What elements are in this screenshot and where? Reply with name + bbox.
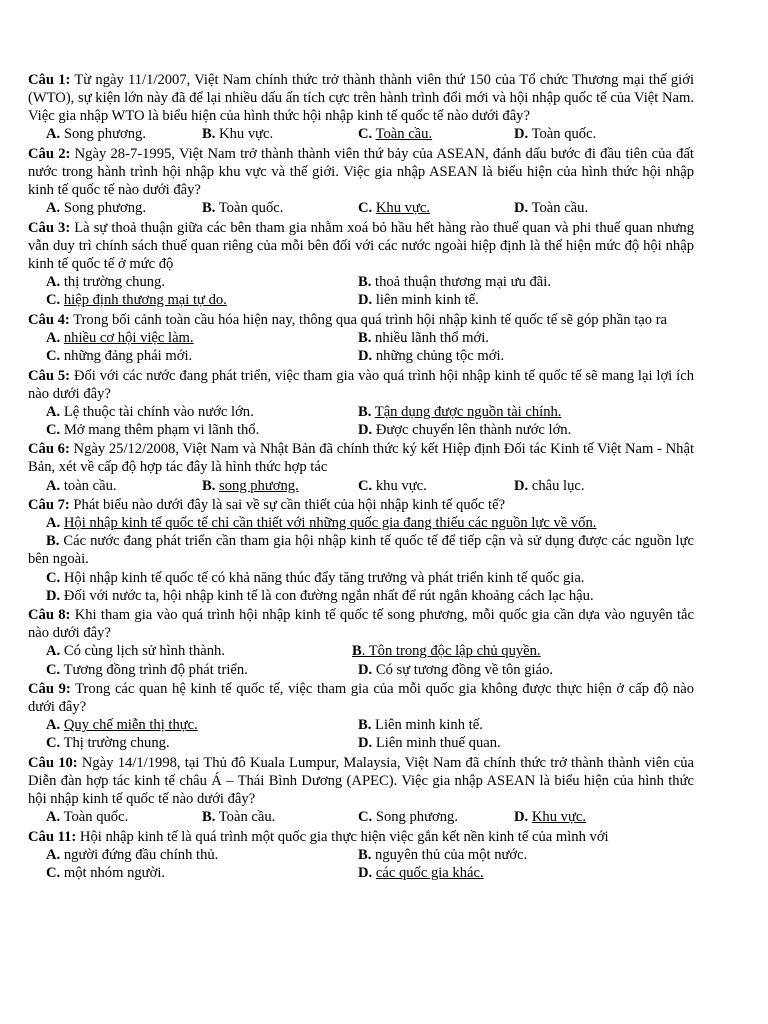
option-letter: C. [358,809,373,826]
option-a[interactable] [46,808,202,826]
option-b[interactable] [358,716,670,734]
option-text: Đối với nước ta, hội nhập kinh tế là con đường ngắn nhất để rút ngắn khoảng cách lạc hậu. [60,587,594,604]
option-text: Mở mang thêm phạm vi lãnh thổ. [60,421,260,438]
option-c[interactable] [46,864,358,882]
question-number: Câu 1: [28,72,71,88]
option-letter: B. [202,809,216,826]
options-row [28,329,694,347]
option-c[interactable] [46,734,358,752]
option-text: Toàn quốc. [215,200,284,217]
option-text: Liên minh thuế quan. [372,735,501,752]
option-letter: C. [358,126,373,143]
option-letter: B. [46,533,60,550]
question-text [28,496,694,514]
exam-page [28,71,694,884]
options-row [28,734,694,752]
option-text: Liên minh kinh tế. [371,717,483,734]
option-text: Toàn quốc. [528,126,597,143]
option-letter: D. [358,292,373,309]
option-text: Song phương. [60,126,146,143]
question-text [28,311,694,329]
question-stem: Từ ngày 11/1/2007, Việt Nam chính thức trở thành thành viên thứ 150 của Tổ chức Thương mại thế giới (WTO), sự kiện lớn này đã để lại nhiều dấu ấn tích cực trên hành trình đổi mới và hội nhập quốc tế của Việt Nam. Việc gia nhập WTO là biểu hiện của hình thức hội nhập kinh tế quốc tế nào dưới đây? [28,72,694,125]
question-text [28,367,694,403]
option-d[interactable] [358,291,670,309]
option-c[interactable] [358,199,514,217]
option-a[interactable] [46,846,358,864]
option-a[interactable] [46,716,358,734]
option-letter: B. [358,846,372,863]
option-text-answer: Khu vực. [375,200,430,217]
question-number: Câu 7: [28,497,70,514]
option-b[interactable] [352,642,664,660]
option-text-answer: các quốc gia khác. [375,865,484,882]
option-b[interactable] [202,199,358,217]
option-letter: B. [358,403,372,420]
options-row [28,199,694,217]
option-letter: D. [358,421,373,438]
option-b[interactable] [358,846,670,864]
question-stem: Khi tham gia vào quá trình hội nhập kinh tế quốc tế song phương, mỗi quốc gia cần dựa vào nguyên tắc nào dưới đây? [28,607,694,642]
option-a[interactable] [46,642,358,660]
options-row [28,403,694,421]
question-2 [28,145,694,217]
options-row [28,477,694,495]
option-text: khu vực. [372,477,427,494]
question-stem: Hội nhập kinh tế là quá trình một quốc gia thực hiện việc gắn kết nền kinh tế của mình với [76,828,609,845]
option-c[interactable] [28,569,694,587]
option-letter: A. [46,477,61,494]
option-text: châu lục. [528,477,585,494]
options-row [28,808,694,826]
option-text: Được chuyển lên thành nước lớn. [372,421,572,438]
option-letter: D. [514,200,529,217]
option-text: Có sự tương đồng về tôn giáo. [372,661,554,678]
option-letter: A. [46,643,61,660]
question-10 [28,754,694,826]
option-text: Hội nhập kinh tế quốc tế có khả năng thúc đẩy tăng trưởng và phát triển kinh tế quốc gia. [60,569,585,586]
option-letter: A. [46,200,61,217]
option-letter: C. [358,477,373,494]
options-row [28,864,694,882]
option-letter: C. [46,292,61,309]
option-text: liên minh kinh tế. [372,292,479,309]
question-5 [28,367,694,439]
question-stem: Ngày 25/12/2008, Việt Nam và Nhật Bản đã chính thức ký kết Hiệp định Đối tác Kinh tế Việt Nam - Nhật Bản, xét về cấp độ hợp tác đây là hình thức hợp tác [28,441,694,476]
option-d[interactable] [358,864,670,882]
option-a[interactable] [46,477,202,495]
question-text [28,754,694,808]
option-text: Các nước đang phát triển cần tham gia hội nhập kinh tế quốc tế để tiếp cận và sử dụng được các nguồn lực bên ngoài. [28,533,694,568]
options-row [28,661,694,679]
option-a[interactable] [46,273,358,291]
question-7 [28,496,694,605]
option-b[interactable] [28,532,694,568]
option-b[interactable] [202,808,358,826]
option-b[interactable] [358,329,670,347]
option-text: nguyên thủ của một nước. [371,846,528,863]
options-row [28,291,694,309]
option-letter: D. [358,735,373,752]
option-c[interactable] [358,125,514,143]
option-letter: A. [46,126,61,143]
option-b[interactable] [202,125,358,143]
option-b[interactable] [358,273,670,291]
option-letter: C. [46,865,61,882]
option-text-answer: nhiều cơ hội việc làm. [63,329,194,346]
question-text [28,219,694,273]
option-c[interactable] [358,477,514,495]
option-letter: D. [514,809,529,826]
question-3 [28,219,694,309]
option-text: Toàn quốc. [60,809,129,826]
options-row [28,642,694,660]
options-row [28,273,694,291]
option-text: Lệ thuộc tài chính vào nước lớn. [60,403,254,420]
option-text: thị trường chung. [60,274,166,291]
option-text-answer: song phương. [219,477,299,494]
option-letter: B. [202,477,216,494]
option-text: Thị trường chung. [60,735,170,752]
option-text: Toàn cầu. [215,809,276,826]
option-letter: C. [46,421,61,438]
option-text: Khu vực. [215,126,274,143]
question-number: Câu 8: [28,607,71,624]
option-text-answer: Quy chế miễn thị thực. [63,717,198,734]
option-text: Song phương. [60,200,146,217]
option-letter: D. [46,587,61,604]
option-letter: A. [46,515,61,532]
question-6 [28,440,694,494]
option-text-answer: Hội nhập kinh tế quốc tế chỉ cần thiết với những quốc gia đang thiếu các nguồn lực về vốn. [63,515,597,532]
option-text-answer: Khu vực. [531,809,586,826]
option-text-answer: . Tôn trong độc lập chủ quyền. [361,643,541,660]
question-1 [28,71,694,143]
option-letter: A. [46,809,61,826]
option-letter: C. [46,569,61,586]
question-text [28,71,694,125]
question-stem: Là sự thoả thuận giữa các bên tham gia nhằm xoá bỏ hầu hết hàng rào thuế quan và phi thuế quan nhưng vẫn duy trì chính sách thuế quan riêng của mỗi bên đối với các nước ngoài hiệp định là thể hiện mức độ hội nhập kinh tế quốc tế ở mức độ [28,219,694,272]
question-4 [28,311,694,365]
option-letter: B [352,643,362,660]
question-number: Câu 3: [28,219,71,236]
question-text [28,828,694,846]
question-stem: Ngày 28-7-1995, Việt Nam trở thành thành viên thứ bảy của ASEAN, đánh dấu bước đi đầu tiên của đất nước trong hành trình hội nhập khu vực và thế giới. Việc gia nhập ASEAN là biểu hiện của hình thức hội nhập kinh tế quốc tế nào dưới đây? [28,145,694,199]
option-letter: A. [46,717,61,734]
option-d[interactable] [514,477,670,495]
option-a[interactable] [46,403,358,421]
option-text: những đảng phái mới. [60,347,193,364]
options-row [28,846,694,864]
option-c[interactable] [46,347,358,365]
option-letter: C. [46,661,61,678]
option-letter: B. [358,274,372,291]
question-text [28,145,694,199]
option-letter: A. [46,403,61,420]
option-letter: B. [358,717,372,734]
option-letter: B. [358,329,372,346]
options-row [28,125,694,143]
option-text-answer: Tận dụng được nguồn tài chính. [374,403,562,420]
option-letter: B. [202,200,216,217]
question-number: Câu 6: [28,441,70,458]
option-c[interactable] [46,291,358,309]
question-number: Câu 10: [28,754,78,771]
option-text: Song phương. [372,809,458,826]
question-text [28,440,694,476]
question-number: Câu 5: [28,367,71,384]
options-row [28,421,694,439]
question-text [28,680,694,716]
option-a[interactable] [46,199,202,217]
option-d[interactable] [358,421,670,439]
option-letter: D. [514,477,529,494]
option-text-answer: Toàn cầu. [375,126,433,143]
option-d[interactable] [358,347,670,365]
question-number: Câu 2: [28,145,71,162]
question-number: Câu 9: [28,681,71,698]
question-text [28,606,694,642]
option-text: một nhóm người. [60,865,166,882]
option-letter: C. [358,200,373,217]
option-text: những chủng tộc mới. [372,347,505,364]
question-stem: Trong bối cảnh toàn cầu hóa hiện nay, thông qua quá trình hội nhập kinh tế quốc tế sẽ góp phần tạo ra [69,311,668,328]
option-d[interactable] [358,734,670,752]
option-c[interactable] [46,421,358,439]
option-text-answer: hiệp định thương mại tự do. [63,292,227,309]
option-c[interactable] [46,661,358,679]
option-letter: D. [358,347,373,364]
options-row [28,347,694,365]
option-d[interactable] [358,661,670,679]
option-text: thoả thuận thương mại ưu đãi. [371,274,551,291]
option-a[interactable] [46,329,358,347]
option-letter: D. [358,661,373,678]
option-text: người đứng đầu chính thủ. [60,846,219,863]
question-9 [28,680,694,752]
option-a[interactable] [46,125,202,143]
option-d[interactable] [514,199,670,217]
option-text: toàn cầu. [60,477,117,494]
option-text: Toàn cầu. [528,200,589,217]
option-letter: A. [46,846,61,863]
option-letter: A. [46,274,61,291]
options-row [28,716,694,734]
question-stem: Ngày 14/1/1998, tại Thủ đô Kuala Lumpur, Malaysia, Việt Nam đã chính thức trở thành thành viên của Diễn đàn hợp tác kinh tế châu Á – Thái Bình Dương (APEC). Việc gia nhập ASEAN là biểu hiện của hình thức hội nhập kinh tế quốc tế nào dưới đây? [28,754,694,808]
option-letter: C. [46,347,61,364]
option-text: Tương đồng trình độ phát triển. [60,661,248,678]
question-number: Câu 11: [28,828,77,845]
question-number: Câu 4: [28,311,70,328]
option-letter: B. [202,126,216,143]
option-b[interactable] [202,477,358,495]
option-d[interactable] [28,587,694,605]
option-d[interactable] [514,125,670,143]
option-letter: D. [358,865,373,882]
option-a[interactable] [28,514,694,532]
option-letter: D. [514,126,529,143]
option-b[interactable] [358,403,670,421]
option-d[interactable] [514,808,670,826]
option-text: Có cùng lịch sử hình thành. [60,643,225,660]
option-letter: C. [46,735,61,752]
question-8 [28,606,694,678]
question-11 [28,828,694,882]
option-text: nhiều lãnh thổ mới. [371,329,489,346]
option-c[interactable] [358,808,514,826]
question-stem: Đối với các nước đang phát triển, việc tham gia vào quá trình hội nhập kinh tế quốc tế sẽ mang lại lợi ích nào dưới đây? [28,367,694,402]
option-letter: A. [46,329,61,346]
question-stem: Trong các quan hệ kinh tế quốc tế, việc tham gia của mỗi quốc gia không được thực hiện ở cấp độ nào dưới đây? [28,681,694,716]
question-stem: Phát biểu nào dưới đây là sai về sự cần thiết của hội nhập kinh tế quốc tế? [69,497,506,514]
